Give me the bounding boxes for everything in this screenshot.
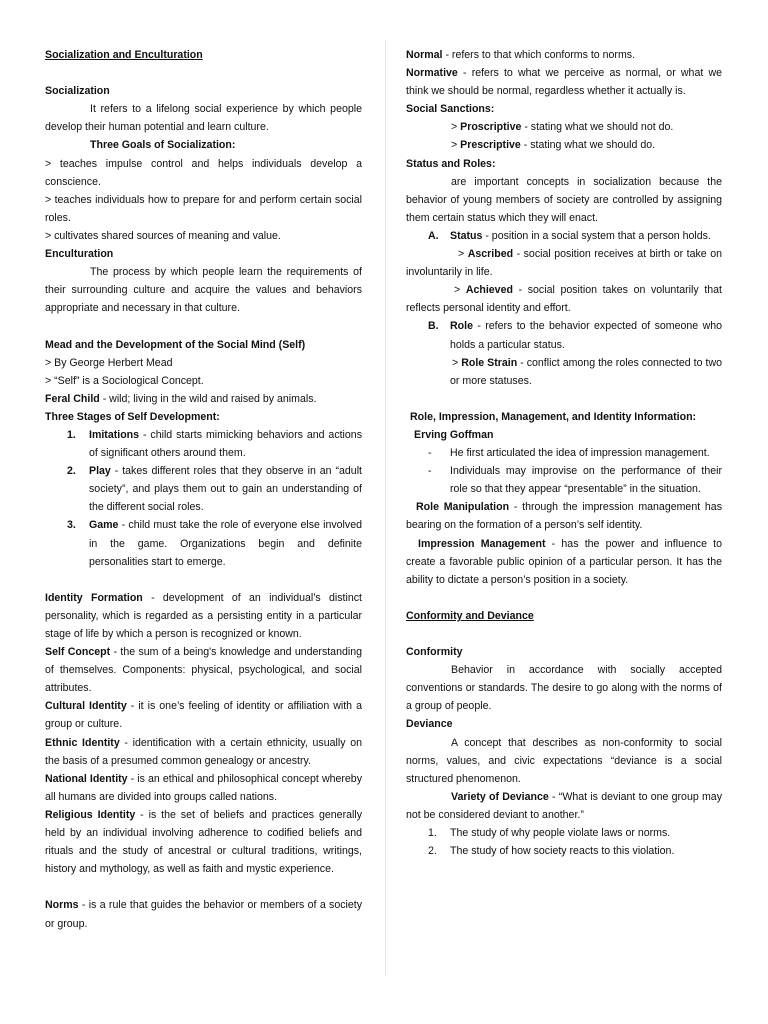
term: Identity Formation	[45, 591, 143, 604]
variety-entry	[406, 788, 722, 824]
socialization-text: It refers to a lifelong social experience by which people develop their human potential and learn culture.	[45, 103, 362, 134]
list-item	[406, 317, 722, 353]
definition: - “What is deviant to one group may not be considered deviant to another.”	[406, 790, 722, 821]
term: National Identity	[45, 772, 128, 785]
list-item	[406, 842, 722, 860]
term: Role Strain	[461, 356, 518, 369]
definition: - is the set of beliefs and practices generally held by an individual involving adherence to codified beliefs and rituals and the study of ancestral or cultural traditions, writings, history and mythology, as well as faith and mystic experience.	[45, 808, 362, 876]
term: Status	[450, 229, 483, 242]
impression-management-entry	[406, 535, 722, 589]
term: Self Concept	[45, 646, 111, 659]
term: Ethnic Identity	[45, 736, 120, 749]
list-item	[45, 426, 362, 462]
section-title-conformity-deviance: Conformity and Deviance	[406, 609, 534, 622]
definition: - stating what we should do.	[520, 139, 656, 152]
normative-entry	[406, 64, 722, 100]
term: Role	[450, 320, 473, 333]
definition: - the sum of a being's knowledge and understanding of themselves. Components: physical, psychological, and social attributes.	[45, 646, 362, 695]
list-number: 1.	[428, 827, 437, 840]
heading-enculturation: Enculturation	[45, 248, 114, 261]
role-manipulation-entry	[406, 498, 722, 534]
term: Role Manipulation	[416, 501, 510, 514]
term: Proscriptive	[460, 121, 522, 134]
definition: - identification with a certain ethnicity, usually on the basis of a presumed common genealogy or ancestry.	[45, 736, 362, 767]
list-letter: A.	[428, 229, 439, 242]
heading-deviance: Deviance	[406, 718, 453, 731]
identity-entry	[45, 589, 362, 643]
definition: - it is one’s feeling of identity or affiliation with a group or culture.	[45, 700, 362, 731]
identity-entry	[45, 643, 362, 697]
list-item: - Individuals may improvise on the performance of their role so that they appear “presentable” in the situation.	[428, 465, 722, 496]
list-number: 1.	[67, 428, 76, 441]
term: Imitations	[89, 428, 140, 441]
term: Achieved	[465, 284, 513, 297]
definition: - has the power and influence to create a favorable public opinion of a particular person. It has the ability to dictate a person’s position in a society.	[406, 537, 722, 586]
definition: - child starts mimicking behaviors and actions of significant others around them.	[89, 428, 362, 460]
goal-item: > cultivates shared sources of meaning and value.	[45, 229, 281, 242]
definition: - is an ethical and philosophical concept whereby all humans are divided into groups called nations.	[45, 772, 363, 803]
term: Feral Child	[45, 392, 100, 405]
term: Play	[89, 465, 111, 478]
definition: - stating what we should not do.	[521, 121, 674, 134]
term: Norms	[45, 899, 79, 912]
term: Religious Identity	[45, 808, 136, 821]
column-divider	[385, 40, 386, 976]
goffman-list	[406, 444, 722, 498]
mead-line: > By George Herbert Mead	[45, 356, 173, 369]
definition: - development of an individual’s distinct personality, which is regarded as a persisting entity in a particular stage of life by which a person is recognized or known.	[45, 591, 362, 640]
deviance-text: A concept that describes as non-conformity to social norms, values, and civic expectations “deviance is a social structured phenomenon.	[406, 736, 722, 785]
heading-socialization: Socialization	[45, 85, 110, 98]
heading-role-impression: Role, Impression, Management, and Identity Information:	[410, 410, 697, 423]
list-item	[45, 516, 362, 570]
definition: - wild; living in the wild and raised by animals.	[99, 392, 317, 405]
definition: - takes different roles that they observe in an “adult society”, and plays them out to gain an understanding of the different social roles.	[89, 465, 362, 514]
heading-three-goals: Three Goals of Socialization:	[90, 139, 236, 152]
identity-entry	[45, 770, 362, 806]
list-item	[45, 462, 362, 516]
goal-item: > teaches individuals how to prepare for and perform certain social roles.	[45, 193, 362, 224]
heading-conformity: Conformity	[406, 646, 463, 659]
heading-three-stages: Three Stages of Self Development:	[45, 410, 220, 423]
normal-entry	[406, 46, 722, 64]
list-letter: B.	[428, 320, 439, 333]
doc-title: Socialization and Enculturation	[45, 49, 203, 61]
definition: - refers to what we perceive as normal, or what we think we should be normal, regardless whether it actually is.	[406, 67, 722, 98]
right-column	[406, 46, 722, 860]
mead-line: > “Self” is a Sociological Concept.	[45, 374, 204, 387]
heading-status-roles: Status and Roles:	[406, 157, 496, 170]
term: Cultural Identity	[45, 700, 127, 713]
term: Impression Management	[418, 537, 546, 550]
stages-list	[45, 426, 362, 571]
term: Ascribed	[467, 248, 514, 261]
definition: - conflict among the roles connected to two or more statuses.	[450, 356, 722, 387]
list-item	[406, 824, 722, 842]
list-item: > Role Strain - conflict among the roles connected to two or more statuses.	[450, 356, 722, 387]
status-text: are important concepts in socialization because the behavior of young members of society are controlled by assigning them certain status which they will enact.	[406, 175, 722, 224]
heading-erving-goffman: Erving Goffman	[414, 428, 494, 441]
enculturation-text: The process by which people learn the requirements of their surrounding culture and acquire the values and behaviors appropriate and necessary in that culture.	[45, 266, 362, 315]
list-item	[406, 227, 722, 245]
norms-entry	[45, 896, 362, 932]
ascribed-entry: > Ascribed - social position receives at birth or take on involuntarily in life.	[406, 248, 722, 279]
list-text: The study of why people violate laws or norms.	[450, 827, 671, 840]
list-text: He first articulated the idea of impression management.	[450, 447, 710, 460]
list-number: 2.	[428, 845, 437, 858]
list-item: - He first articulated the idea of impression management.	[428, 447, 710, 460]
identity-entry	[45, 697, 362, 733]
sanction-item: > Prescriptive - stating what we should do.	[451, 139, 656, 152]
definition: - social position receives at birth or take on involuntarily in life.	[406, 248, 722, 279]
term: Variety of Deviance	[451, 790, 549, 803]
definition: - social position takes on voluntarily that reflects personal identity and effort.	[406, 284, 722, 315]
status-list	[406, 227, 722, 245]
feral-child	[45, 390, 362, 408]
definition: - child must take the role of everyone else involved in the game. Organizations begin and definite personalities start to emerge.	[89, 519, 362, 568]
definition: - through the impression management has bearing on the formation of a person’s self identity.	[406, 501, 722, 532]
definition: - refers to the behavior expected of someone who holds a particular status.	[450, 320, 722, 351]
goal-item: > teaches impulse control and helps individuals develop a conscience.	[45, 157, 362, 188]
identity-entry	[45, 734, 362, 770]
conformity-text: Behavior in accordance with socially accepted conventions or standards. The desire to go along with the norms of a group of people.	[406, 664, 722, 713]
term: Prescriptive	[460, 139, 521, 152]
definition: - position in a social system that a person holds.	[482, 229, 711, 242]
list-text: The study of how society reacts to this violation.	[450, 845, 675, 858]
role-list	[406, 317, 722, 389]
achieved-entry: > Achieved - social position takes on voluntarily that reflects personal identity and effort.	[406, 284, 722, 315]
term: Normal	[406, 49, 443, 61]
term: Normative	[406, 67, 458, 80]
heading-social-sanctions: Social Sanctions:	[406, 103, 495, 116]
list-number: 3.	[67, 519, 76, 532]
list-number: 2.	[67, 465, 76, 478]
term: Game	[89, 519, 119, 532]
definition: - refers to that which conforms to norms.	[442, 49, 636, 61]
heading-mead: Mead and the Development of the Social Mind (Self)	[45, 338, 306, 351]
list-text: Individuals may improvise on the performance of their role so that they appear “presentable” in the situation.	[450, 465, 722, 496]
sanction-item: > Proscriptive - stating what we should not do.	[451, 121, 674, 134]
left-column	[45, 46, 362, 933]
identity-entry	[45, 806, 362, 878]
variety-list	[406, 824, 722, 860]
definition: - is a rule that guides the behavior or members of a society or group.	[45, 899, 362, 930]
